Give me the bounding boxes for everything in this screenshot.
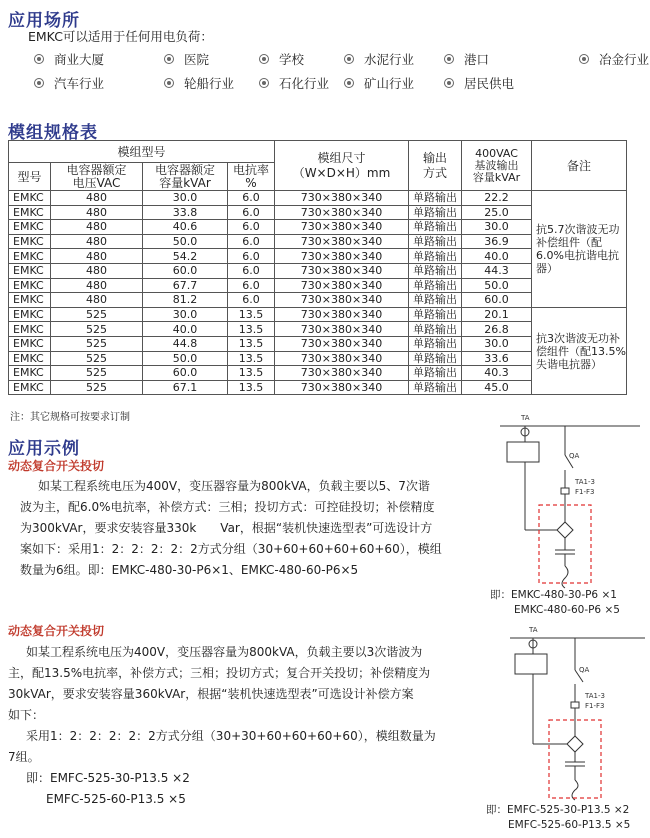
application-label: 轮船行业 (184, 76, 235, 91)
example2-line: 如下： (8, 708, 45, 722)
table-cell: 730×380×340 (275, 366, 409, 381)
table-cell: 单路输出 (409, 380, 462, 395)
table-cell: 13.5 (228, 336, 275, 351)
table-cell: 13.5 (228, 351, 275, 366)
label-ta: TA (521, 414, 530, 422)
table-cell: 45.0 (462, 380, 532, 395)
table-cell: 单路输出 (409, 234, 462, 249)
header-capacity: 电容器额定 容量kVAr (143, 163, 228, 191)
table-cell: 525 (51, 380, 143, 395)
table-cell: 25.0 (462, 205, 532, 220)
label-ta: TA (529, 626, 538, 634)
applications-list (34, 50, 650, 92)
example1-line: 案如下：采用1：2：2：2：2：2方式分组（30+60+60+60+60+60），模组 (20, 542, 442, 556)
label-ta13: TA1-3 (585, 692, 605, 700)
bullet-ring-icon (444, 78, 454, 88)
table-cell: 单路输出 (409, 366, 462, 381)
application-label: 冶金行业 (599, 52, 650, 67)
table-cell: 40.6 (143, 220, 228, 235)
table-cell: 40.3 (462, 366, 532, 381)
table-cell: 30.0 (462, 220, 532, 235)
spec-table-body (9, 191, 627, 395)
example1-line: 如某工程系统电压为400V，变压器容量为800kVA，负载主要以5、7次谐 (38, 479, 430, 493)
bullet-ring-icon (34, 78, 44, 88)
table-cell: EMKC (9, 234, 51, 249)
table-cell: 730×380×340 (275, 293, 409, 308)
table-cell: 26.8 (462, 322, 532, 337)
table-cell: EMKC (9, 249, 51, 264)
header-group: 模组型号 (9, 141, 275, 163)
table-cell: EMKC (9, 307, 51, 322)
table-cell: 13.5 (228, 322, 275, 337)
table-cell: 6.0 (228, 191, 275, 206)
example1-line: 为300kVAr，要求安装容量330k Var，根据“装机快速选型表”可选设计方 (20, 521, 433, 535)
header-size: 模组尺寸 （W×D×H）mm (275, 141, 409, 191)
example2-caption-2: EMFC-525-60-P13.5 ×5 (508, 819, 631, 831)
table-cell: 730×380×340 (275, 191, 409, 206)
table-cell: 525 (51, 351, 143, 366)
example1-line: 数量为6组。即：EMKC-480-30-P6×1、EMKC-480-60-P6×5 (20, 563, 359, 577)
table-cell: 单路输出 (409, 205, 462, 220)
table-cell: EMKC (9, 322, 51, 337)
example2-subtitle: 动态复合开关投切 (8, 624, 105, 638)
table-cell: EMKC (9, 191, 51, 206)
table-cell: 单路输出 (409, 278, 462, 293)
application-item (344, 74, 444, 92)
table-cell: 60.0 (143, 263, 228, 278)
table-cell: 单路输出 (409, 322, 462, 337)
table-cell: 67.1 (143, 380, 228, 395)
example2-line: 采用1：2：2：2：2：2方式分组（30+30+60+60+60+60），模组数量为 (26, 729, 436, 743)
table-cell: 730×380×340 (275, 220, 409, 235)
table-cell: 480 (51, 249, 143, 264)
application-item (444, 50, 579, 68)
example2-line: 7组。 (8, 750, 40, 764)
example2-body (8, 642, 503, 810)
table-cell: 13.5 (228, 380, 275, 395)
application-item (259, 50, 344, 68)
table-cell: 44.8 (143, 336, 228, 351)
table-cell: 730×380×340 (275, 336, 409, 351)
table-cell: 730×380×340 (275, 205, 409, 220)
table-cell: 6.0 (228, 205, 275, 220)
label-f13: F1-F3 (585, 702, 605, 710)
table-cell: 480 (51, 293, 143, 308)
bullet-ring-icon (34, 54, 44, 64)
table-cell: 480 (51, 220, 143, 235)
table-cell: EMKC (9, 278, 51, 293)
bullet-ring-icon (164, 78, 174, 88)
wiring-diagram-1 (495, 410, 645, 590)
section-title-applications: 应用场所 (8, 11, 80, 31)
application-label: 商业大厦 (54, 52, 105, 67)
table-cell: 20.1 (462, 307, 532, 322)
example2-line: EMFC-525-60-P13.5 ×5 (46, 792, 186, 806)
table-cell: 81.2 (143, 293, 228, 308)
table-cell: 480 (51, 263, 143, 278)
application-item (34, 74, 164, 92)
table-cell: 730×380×340 (275, 380, 409, 395)
table-cell: 480 (51, 191, 143, 206)
table-cell: 6.0 (228, 278, 275, 293)
spec-table-container (8, 140, 627, 395)
table-cell: 40.0 (462, 249, 532, 264)
bullet-ring-icon (344, 78, 354, 88)
table-cell: 单路输出 (409, 293, 462, 308)
application-label: 学校 (279, 52, 305, 67)
table-cell: 730×380×340 (275, 234, 409, 249)
table-cell: EMKC (9, 205, 51, 220)
example2-caption-1: 即：EMFC-525-30-P13.5 ×2 (486, 804, 630, 816)
header-remarks: 备注 (532, 141, 627, 191)
controller-box (507, 442, 539, 462)
table-cell: 60.0 (143, 366, 228, 381)
table-cell: 单路输出 (409, 307, 462, 322)
bullet-ring-icon (164, 54, 174, 64)
table-cell: 730×380×340 (275, 278, 409, 293)
label-f13: F1-F3 (575, 488, 595, 496)
table-cell: 6.0 (228, 234, 275, 249)
table-cell: 730×380×340 (275, 351, 409, 366)
table-cell: 50.0 (143, 351, 228, 366)
header-output: 输出 方式 (409, 141, 462, 191)
application-label: 医院 (184, 52, 210, 67)
application-label: 港口 (464, 52, 490, 67)
header-reactance: 电抗率 % (228, 163, 275, 191)
application-item (344, 50, 444, 68)
table-cell: 33.8 (143, 205, 228, 220)
table-cell: 30.0 (143, 307, 228, 322)
remark-13-5-percent: 抗3次谐波无功补偿组件（配13.5%失谐电抗器） (532, 307, 627, 395)
table-cell: 44.3 (462, 263, 532, 278)
table-cell: EMKC (9, 293, 51, 308)
table-cell: 13.5 (228, 366, 275, 381)
section-title-examples: 应用示例 (8, 439, 80, 459)
spec-table (8, 140, 627, 395)
table-cell: 30.0 (143, 191, 228, 206)
table-cell: 单路输出 (409, 351, 462, 366)
application-item (444, 74, 579, 92)
example2-line: 即：EMFC-525-30-P13.5 ×2 (26, 771, 190, 785)
bullet-ring-icon (259, 78, 269, 88)
table-cell: 36.9 (462, 234, 532, 249)
header-base-capacity: 400VAC 基波输出 容量kVAr (462, 141, 532, 191)
table-cell: 单路输出 (409, 263, 462, 278)
table-cell: 13.5 (228, 307, 275, 322)
application-label: 石化行业 (279, 76, 330, 91)
table-cell: 54.2 (143, 249, 228, 264)
table-cell: 525 (51, 336, 143, 351)
bullet-ring-icon (579, 54, 589, 64)
table-row (9, 191, 627, 206)
remark-6-percent: 抗5.7次谐波无功补偿组件（配6.0%电抗谐电抗器） (532, 191, 627, 308)
table-cell: 6.0 (228, 220, 275, 235)
application-item (259, 74, 344, 92)
table-cell: 480 (51, 278, 143, 293)
example1-body (20, 476, 495, 581)
table-cell: 60.0 (462, 293, 532, 308)
application-label: 汽车行业 (54, 76, 105, 91)
spec-note: 注：其它规格可按要求订制 (10, 412, 130, 423)
example1-subtitle: 动态复合开关投切 (8, 459, 105, 473)
table-cell: 6.0 (228, 263, 275, 278)
application-item (164, 74, 259, 92)
controller-box (515, 654, 547, 674)
label-qa: QA (579, 666, 590, 674)
bullet-ring-icon (344, 54, 354, 64)
example2-line: 30kVAr，要求安装容量360kVAr，根据“装机快速选型表”可选设计补偿方案 (8, 687, 414, 701)
table-cell: 6.0 (228, 249, 275, 264)
table-cell: 50.0 (143, 234, 228, 249)
table-cell: EMKC (9, 336, 51, 351)
table-cell: 480 (51, 234, 143, 249)
application-item (34, 50, 164, 68)
table-cell: 单路输出 (409, 249, 462, 264)
table-cell: 单路输出 (409, 336, 462, 351)
table-cell: EMKC (9, 263, 51, 278)
header-voltage: 电容器额定 电压VAC (51, 163, 143, 191)
table-cell: EMKC (9, 351, 51, 366)
table-cell: 33.6 (462, 351, 532, 366)
table-cell: 730×380×340 (275, 249, 409, 264)
table-cell: 67.7 (143, 278, 228, 293)
example2-line: 如某工程系统电压为400V，变压器容量为800kVA，负载主要以3次谐波为 (26, 645, 423, 659)
table-cell: 单路输出 (409, 191, 462, 206)
bullet-ring-icon (444, 54, 454, 64)
example1-caption-1: 即：EMKC-480-30-P6 ×1 (490, 589, 617, 601)
application-label: 居民供电 (464, 76, 515, 91)
application-label: 矿山行业 (364, 76, 415, 91)
table-row (9, 307, 627, 322)
label-ta13: TA1-3 (575, 478, 595, 486)
example1-caption-2: EMKC-480-60-P6 ×5 (514, 604, 620, 616)
table-cell: 480 (51, 205, 143, 220)
table-cell: 730×380×340 (275, 322, 409, 337)
table-cell: 30.0 (462, 336, 532, 351)
header-model: 型号 (9, 163, 51, 191)
table-cell: EMKC (9, 220, 51, 235)
application-label: 水泥行业 (364, 52, 415, 67)
applications-intro: EMKC可以适用于任何用电负荷： (28, 29, 213, 44)
table-cell: 525 (51, 307, 143, 322)
label-qa: QA (569, 452, 580, 460)
application-item (164, 50, 259, 68)
section-title-spec-table: 模组规格表 (8, 123, 98, 143)
table-cell: 525 (51, 366, 143, 381)
table-cell: EMKC (9, 380, 51, 395)
table-cell: 单路输出 (409, 220, 462, 235)
table-cell: 50.0 (462, 278, 532, 293)
application-item (579, 50, 650, 68)
example2-line: 主，配13.5%电抗率，补偿方式；三相；投切方式；复合开关投切；补偿精度为 (8, 666, 431, 680)
table-cell: 730×380×340 (275, 307, 409, 322)
table-cell: 40.0 (143, 322, 228, 337)
wiring-diagram-2 (505, 622, 650, 804)
bullet-ring-icon (259, 54, 269, 64)
table-cell: 6.0 (228, 293, 275, 308)
table-cell: EMKC (9, 366, 51, 381)
table-cell: 525 (51, 322, 143, 337)
table-cell: 730×380×340 (275, 263, 409, 278)
table-cell: 22.2 (462, 191, 532, 206)
example1-line: 波为主，配6.0%电抗率，补偿方式：三相；投切方式：可控硅投切；补偿精度 (20, 500, 435, 514)
